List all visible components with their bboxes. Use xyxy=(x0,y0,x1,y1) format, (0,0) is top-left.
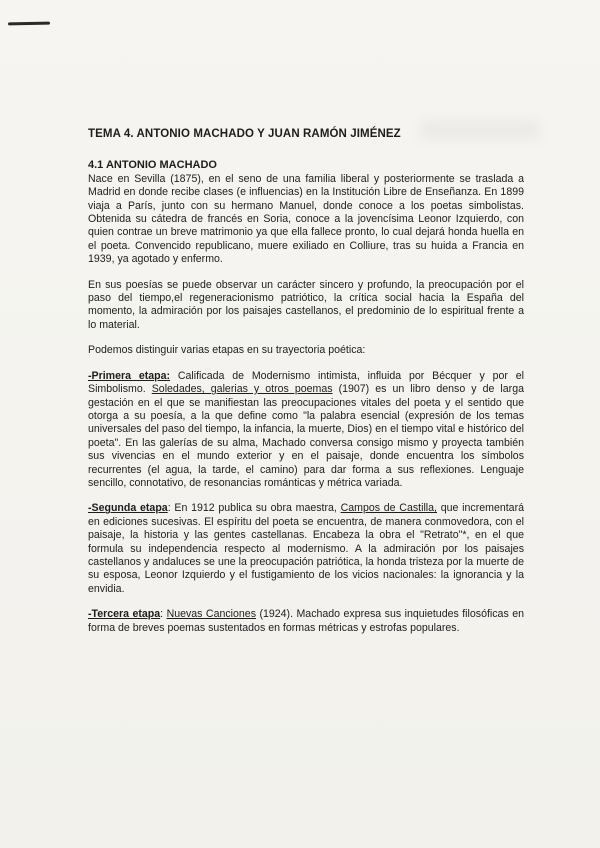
stage-3-work-title: Nuevas Canciones xyxy=(166,608,256,621)
stage-2-work-title: Campos de Castilla, xyxy=(340,502,437,515)
paragraph-stage-1 xyxy=(88,370,524,491)
stage-3-label: -Tercera etapa xyxy=(88,608,161,621)
stage-2-text-a: : En 1912 publica su obra maestra, xyxy=(167,502,341,515)
section-title: 4.1 ANTONIO MACHADO xyxy=(88,159,217,172)
stage-1-work-title: Soledades, galerias y otros poemas xyxy=(151,383,333,396)
stage-1-label: -Primera etapa: xyxy=(88,369,171,382)
paragraph-themes: En sus poesías se puede observar un carácter sincero y profundo, la preocupación por el paso del tiempo,el regeneracionismo patriótico, la crítica social hacia la España del momento, la admiración por los paisajes castellanos, el predominio de lo espiritual frente a lo material. xyxy=(88,278,524,331)
paragraph-stage-2 xyxy=(88,502,524,596)
stage-2-label: -Segunda etapa xyxy=(88,502,168,515)
stage-3-text-a: : xyxy=(160,608,167,621)
corner-pen-mark xyxy=(8,22,50,26)
stage-1-text-b: (1907) es un libro denso y de larga gestación en el que se manifiestan las preocupaciones vitales del poeta y el sentido que otorga a su poesía, a la que define como "la palabra esencial (expresión de los temas universales del paso del tiempo, la infancia, la muerte, Dios) en el tiempo vital e histórico del poeta". En las galerías de su alma, Machado conversa consigo mismo y proyecta también sus vivencias en el mundo exterior y en el paisaje, donde encuentra los símbolos recurrentes (el agua, la tarde, el camino) para dar forma a sus reflexiones. Lenguaje sencillo, connotativo, de resonancias románticas y métrica variada. xyxy=(88,383,524,489)
paragraph-biography: Nace en Sevilla (1875), en el seno de una familia liberal y posteriormente se traslada a Madrid en donde recibe clases (e influencias) en la Institución Libre de Enseñanza. En 1899 viaja a París, junto con su hermano Manuel, donde conoce a los poetas simbolistas. Obtenida su cátedra de francés en Soria, conoce a la jovencísima Leonor Izquierdo, con quien contrae un breve matrimonio ya que ella fallece pronto, lo cual dejará honda huella en el poeta. Convencido republicano, muere exiliado en Colliure, tras su huida a Francia en 1939, ya agotado y enfermo. xyxy=(88,172,524,266)
document-title: TEMA 4. ANTONIO MACHADO Y JUAN RAMÓN JIMÉNEZ xyxy=(88,128,401,140)
stage-1-text-a: Calificada de Modernismo intimista, influida por Bécquer y por el Simbolismo. xyxy=(88,369,524,396)
stage-2-text-b: que incrementará en ediciones sucesivas. El espíritu del poeta se encuentra, de manera conmovedora, con el paisaje, la historia y las gentes castellanas. Encabeza la obra el "Retrato"*, en el que formula su independencia respecto al modernismo. A la admiración por los paisajes castellanos y andaluces se une la preocupación patriótica, la honda tristeza por la muerte de su esposa, Leonor Izquierdo y el fustigamiento de los vicios nacionales: la ignorancia y la envidia. xyxy=(88,502,524,595)
paragraph-stages-intro: Podemos distinguir varias etapas en su trayectoria poética: xyxy=(88,344,366,357)
paragraph-stage-3 xyxy=(88,608,524,635)
stage-3-text-b: (1924). Machado expresa sus inquietudes filosóficas en forma de breves poemas sustentados en formas métricas y estrofas populares. xyxy=(88,608,524,634)
document-body xyxy=(88,128,524,647)
